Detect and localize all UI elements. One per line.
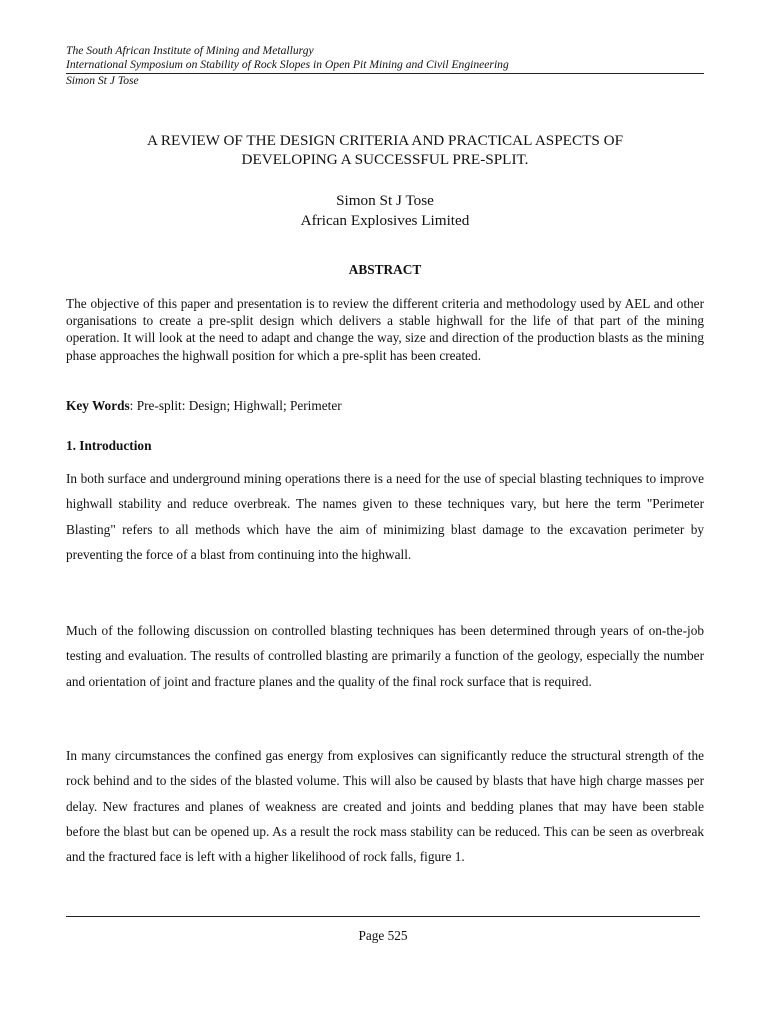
abstract-heading: ABSTRACT — [348, 262, 422, 277]
author-name: Simon St J Tose — [336, 192, 434, 209]
paper-title — [66, 131, 704, 169]
keywords-value: : Pre-split: Design; Highwall; Perimeter — [129, 398, 342, 413]
body-paragraph: In many circumstances the confined gas energy from explosives can significantly reduce the structural strength of the rock behind and to the sides of the blasted volume. This will also be caused by blasts that have high charge masses per delay. New fractures and planes of weakness are created and joints and bedding planes that may have been stable before the blast but can be opened up. As a result the rock mass stability can be reduced. This can be seen as overbreak and the fractured face is left with a higher likelihood of rock falls, figure 1. — [66, 748, 704, 865]
page-number: Page 525 — [358, 928, 408, 943]
paper-title-line-1: A REVIEW OF THE DESIGN CRITERIA AND PRACTICAL ASPECTS OF — [146, 132, 624, 149]
body-paragraph: Much of the following discussion on controlled blasting techniques has been determined through years of on-the-job testing and evaluation. The results of controlled blasting are primarily a function of the geology, especially the number and orientation of joint and fracture planes and the quality of the final rock surface that is required. — [66, 623, 704, 689]
keywords-label: Key Words — [66, 398, 130, 413]
running-header-author: Simon St J Tose — [66, 74, 139, 87]
keywords-line — [66, 398, 704, 414]
body-paragraph: In both surface and underground mining operations there is a need for the use of special blasting techniques to improve highwall stability and reduce overbreak. The names given to these techniques vary, but here the term "Perimeter Blasting" refers to all methods which have the aim of minimizing blast damage to the excavation perimeter by preventing the force of a blast from continuing into the highwall. — [66, 471, 704, 562]
running-header-symposium: International Symposium on Stability of Rock Slopes in Open Pit Mining and Civil Engineering — [66, 58, 704, 74]
author-affiliation: African Explosives Limited — [300, 212, 470, 229]
footer-rule — [66, 916, 700, 917]
running-header-institute: The South African Institute of Mining and Metallurgy — [66, 44, 314, 57]
abstract-text: The objective of this paper and presentation is to review the different criteria and methodology used by AEL and other organisations to create a pre-split design which delivers a stable highwall for the life of that part of the mining operation. It will look at the need to adapt and change the way, size and direction of the production blasts as the mining phase approaches the highwall position for which a pre-split has been created. — [66, 296, 704, 363]
paper-title-line-2: DEVELOPING A SUCCESSFUL PRE-SPLIT. — [241, 151, 529, 168]
running-header — [66, 44, 704, 88]
author-block — [66, 191, 704, 231]
section-heading-introduction: 1. Introduction — [66, 438, 152, 453]
